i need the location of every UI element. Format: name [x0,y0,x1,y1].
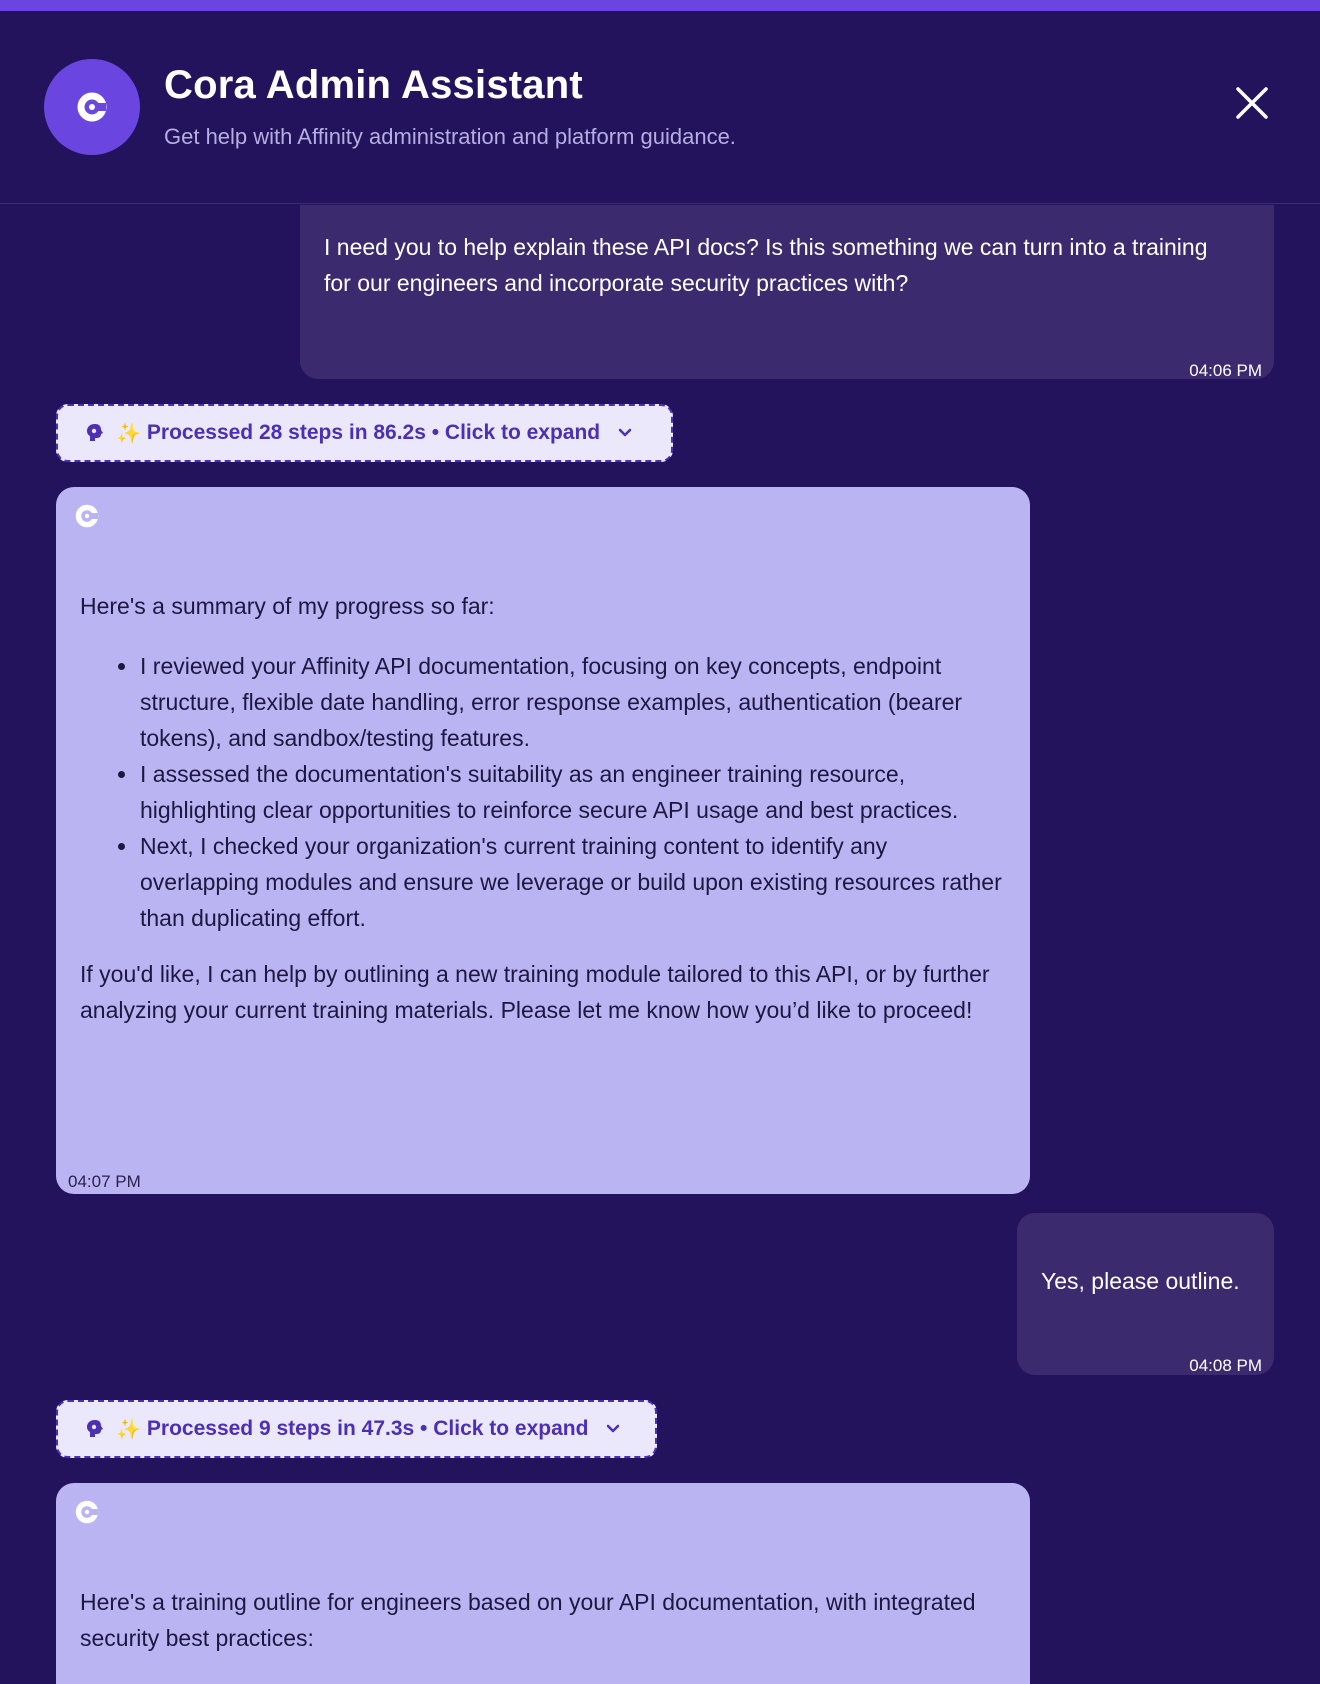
assistant-header [0,11,1320,204]
list-item: I assessed the documentation's suitability as an engineer training resource, highlighting clear opportunities to reinforce secure API usage and best practices. [140,756,1010,828]
message-timestamp: 04:08 PM [1189,1356,1262,1375]
processed-steps-toggle[interactable] [56,404,673,462]
assistant-message [56,1483,1030,1684]
cora-logo-icon [44,59,140,155]
chevron-down-icon [606,1424,620,1434]
message-timestamp: 04:07 PM [68,1172,141,1191]
summary-list [80,648,1010,936]
top-accent-bar [0,0,1320,11]
close-icon [1234,85,1270,121]
user-message [1017,1213,1274,1375]
list-item: Next, I checked your organization's current training content to identify any overlapping modules and ensure we leverage or build upon existing resources rather than duplicating effort. [140,828,1010,936]
assistant-message-outro: If you'd like, I can help by outlining a new training module tailored to this API, or by further analyzing your current training materials. Please let me know how you’d like to proceed! [80,961,990,1023]
close-button[interactable] [1230,81,1274,125]
assistant-message-intro: Here's a summary of my progress so far: [80,593,495,619]
assistant-message-intro: Here's a training outline for engineers based on your API documentation, with integrated security best practices: [80,1589,976,1651]
processed-steps-label: Processed 28 steps in 86.2s • Click to expand [146,421,601,444]
brain-icon [86,1419,104,1439]
message-timestamp: 04:06 PM [1189,361,1262,380]
user-message-text: I need you to help explain these API docs? Is this something we can turn into a training for our engineers and incorporate security practices with? [324,234,1208,296]
processed-steps-toggle[interactable] [56,1400,657,1458]
chevron-down-icon [618,428,632,438]
user-message-text: Yes, please outline. [1041,1268,1240,1294]
list-item: I reviewed your Affinity API documentation, focusing on key concepts, endpoint structure, flexible date handling, error response examples, authentication (bearer tokens), and sandbox/testing features. [140,648,1010,756]
processed-steps-label: Processed 9 steps in 47.3s • Click to expand [146,1417,589,1440]
brain-icon [86,423,104,443]
cora-logo-icon [74,1499,100,1535]
assistant-message [56,487,1030,1194]
sparkle-icon: ✨ [116,1418,141,1441]
page-title: Cora Admin Assistant [164,63,583,107]
message-list[interactable] [0,205,1320,1684]
sparkle-icon: ✨ [116,422,141,445]
user-message [300,205,1274,379]
cora-logo-icon [74,503,100,539]
page-subtitle: Get help with Affinity administration and platform guidance. [164,124,736,149]
